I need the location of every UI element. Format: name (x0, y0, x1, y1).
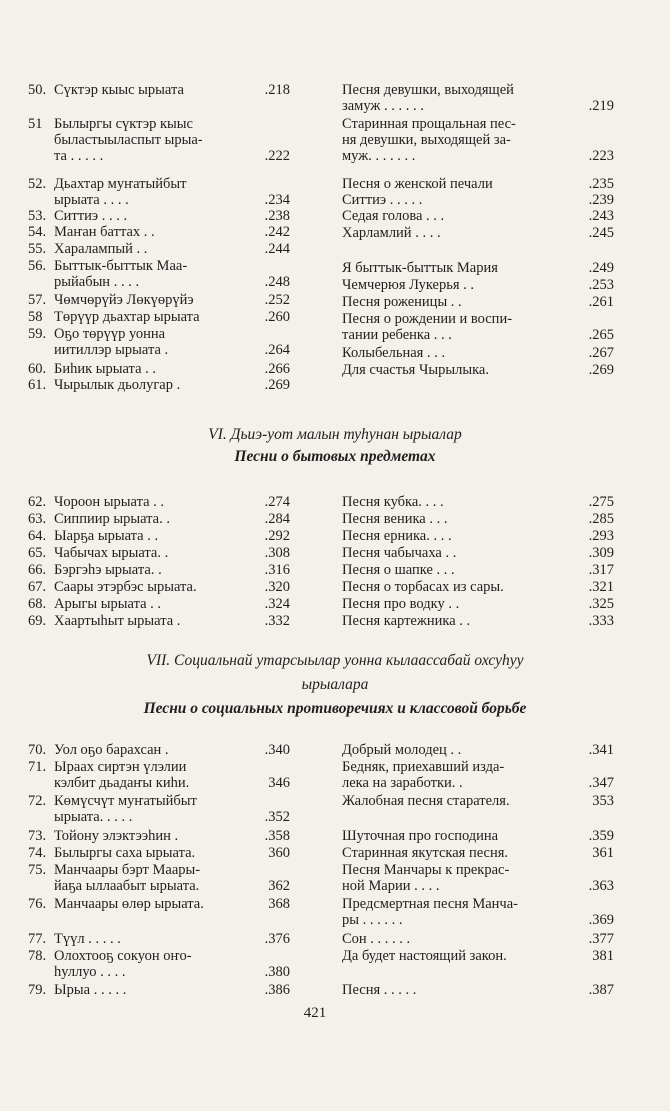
toc-entry-ru-66: Песня о шапке . . . .317 (342, 562, 614, 578)
toc-entry-ru-62: Песня кубка. . . . .275 (342, 494, 614, 510)
toc-entry-ru-58: Песня роженицы . . .261 (342, 294, 614, 310)
toc-entry-57: 57. Чөмчөрүйэ Лөкүөрүйэ .252 (28, 292, 290, 308)
toc-entry-ru-69: Песня картежника . . .333 (342, 613, 614, 629)
toc-entry-ru-61: Для счастья Чырылыка. .269 (342, 362, 614, 378)
toc-entry-53: 53. Ситтиэ . . . . .238 (28, 208, 290, 224)
toc-entry-61: 61. Чырылык дьолугар . .269 (28, 377, 290, 393)
section-7-title-russian: Песни о социальных противоречиях и классовой борьбе (143, 700, 527, 717)
toc-entry-ru-59: Песня о рождении и воспи- тании ребенка . . . .265 (342, 311, 614, 343)
toc-entry-65: 65. Чабычах ырыата. . .308 (28, 545, 290, 561)
toc-entry-64: 64. Ыарҕа ырыата . . .292 (28, 528, 290, 544)
page-number: 421 (303, 1005, 327, 1021)
toc-entry-ru-64: Песня ерника. . . . .293 (342, 528, 614, 544)
toc-entry-63: 63. Сиппиир ырыата. . .284 (28, 511, 290, 527)
section-7-title-yakut: VII. Социальнай утарсыылар уонна кылаассабай охсуһуу (146, 652, 524, 669)
toc-entry-ru-76: Предсмертная песня Манча- ры . . . . . . .369 (342, 896, 614, 928)
toc-entry-76: 76. Манчаары өлөр ырыата. 368 (28, 896, 290, 912)
section-6-title-russian: Песни о бытовых предметах (234, 448, 436, 465)
toc-entry-ru-72: Жалобная песня старателя. 353 (342, 793, 614, 809)
toc-entry-72: 72. Көмүсчүт муҥатыйбыт ырыата. . . . . .352 (28, 793, 290, 825)
toc-entry-56: 56. Быттык-быттык Маа- рыйабын . . . . .248 (28, 258, 290, 290)
toc-entry-ru-57: Чемчерюя Лукерья . . .253 (342, 277, 614, 293)
toc-entry-ru-55: Харламлий . . . . .245 (342, 225, 614, 241)
toc-entry-73: 73. Тойону элэктээһин . .358 (28, 828, 290, 844)
toc-entry-77: 77. Түүл . . . . . .376 (28, 931, 290, 947)
toc-entry-ru-67: Песня о торбасах из сары. .321 (342, 579, 614, 595)
toc-entry-66: 66. Бэргэһэ ырыата. . .316 (28, 562, 290, 578)
toc-entry-ru-79: Песня . . . . . .387 (342, 982, 614, 998)
toc-entry-ru-78: Да будет настоящий закон. 381 (342, 948, 614, 964)
toc-entry-ru-53: Ситтиэ . . . . . .239 (342, 192, 614, 208)
toc-entry-71: 71. Ыраах сиртэн үлэлии кэлбит дьадаҥы киһи. 346 (28, 759, 290, 791)
toc-entry-ru-68: Песня про водку . . .325 (342, 596, 614, 612)
toc-entry-ru-74: Старинная якутская песня. 361 (342, 845, 614, 861)
toc-entry-70: 70. Уол оҕо барахсан . .340 (28, 742, 290, 758)
toc-entry-ru-75: Песня Манчары к прекрас- ной Марии . . . . .363 (342, 862, 614, 894)
toc-entry-59: 59. Оҕо төрүүр уонна иитиллэр ырыата . .264 (28, 326, 290, 358)
toc-entry-54: 54. Маҥан баттах . . .242 (28, 224, 290, 240)
toc-entry-75: 75. Манчаары бэрт Маары- йаҕа ыллаабыт ырыата. 362 (28, 862, 290, 894)
toc-entry-ru-63: Песня веника . . . .285 (342, 511, 614, 527)
toc-entry-ru-73: Шуточная про господина .359 (342, 828, 614, 844)
toc-entry-79: 79. Ырыа . . . . . .386 (28, 982, 290, 998)
section-6-title-yakut: VI. Дьиэ-уот малын туһунан ырыалар (208, 426, 462, 443)
toc-entry-ru-71: Бедняк, приехавший изда- лека на заработки. . .347 (342, 759, 614, 791)
toc-entry-ru-77: Сон . . . . . . .377 (342, 931, 614, 947)
toc-entry-58: 58 Төрүүр дьахтар ырыата .260 (28, 309, 290, 325)
toc-entry-52: 52. Дьахтар муҥатыйбыт ырыата . . . . .234 (28, 176, 290, 208)
toc-entry-ru-65: Песня чабычаха . . .309 (342, 545, 614, 561)
toc-entry-60: 60. Биһик ырыата . . .266 (28, 361, 290, 377)
toc-entry-69: 69. Хаартыһыт ырыата . .332 (28, 613, 290, 629)
toc-entry-ru-51: Старинная прощальная пес- ня девушки, выходящей за- муж. . . . . . . .223 (342, 116, 614, 164)
toc-entry-ru-52: Песня о женской печали .235 (342, 176, 614, 192)
toc-entry-51: 51 Былыргы сүктэр кыыс быластыыласпыт ырыа- та . . . . . .222 (28, 116, 290, 164)
toc-entry-68: 68. Арыгы ырыата . . .324 (28, 596, 290, 612)
toc-entry-62: 62. Чороон ырыата . . .274 (28, 494, 290, 510)
section-7-title-yakut-cont: ырыалара (301, 676, 369, 693)
toc-entry-ru-56: Я быттык-быттык Мария .249 (342, 260, 614, 276)
toc-entry-74: 74. Былыргы саха ырыата. 360 (28, 845, 290, 861)
toc-entry-ru-60: Колыбельная . . . .267 (342, 345, 614, 361)
toc-entry-55: 55. Харалампый . . .244 (28, 241, 290, 257)
toc-entry-ru-50: Песня девушки, выходящей замуж . . . . . . .219 (342, 82, 614, 114)
toc-entry-67: 67. Саары этэрбэс ырыата. .320 (28, 579, 290, 595)
toc-entry-ru-70: Добрый молодец . . .341 (342, 742, 614, 758)
toc-entry-78: 78. Олохтооҕ сокуон оҥо- һуллуо . . . . .380 (28, 948, 290, 980)
toc-entry-50: 50. Сүктэр кыыс ырыата .218 (28, 82, 290, 98)
toc-entry-ru-54: Седая голова . . . .243 (342, 208, 614, 224)
